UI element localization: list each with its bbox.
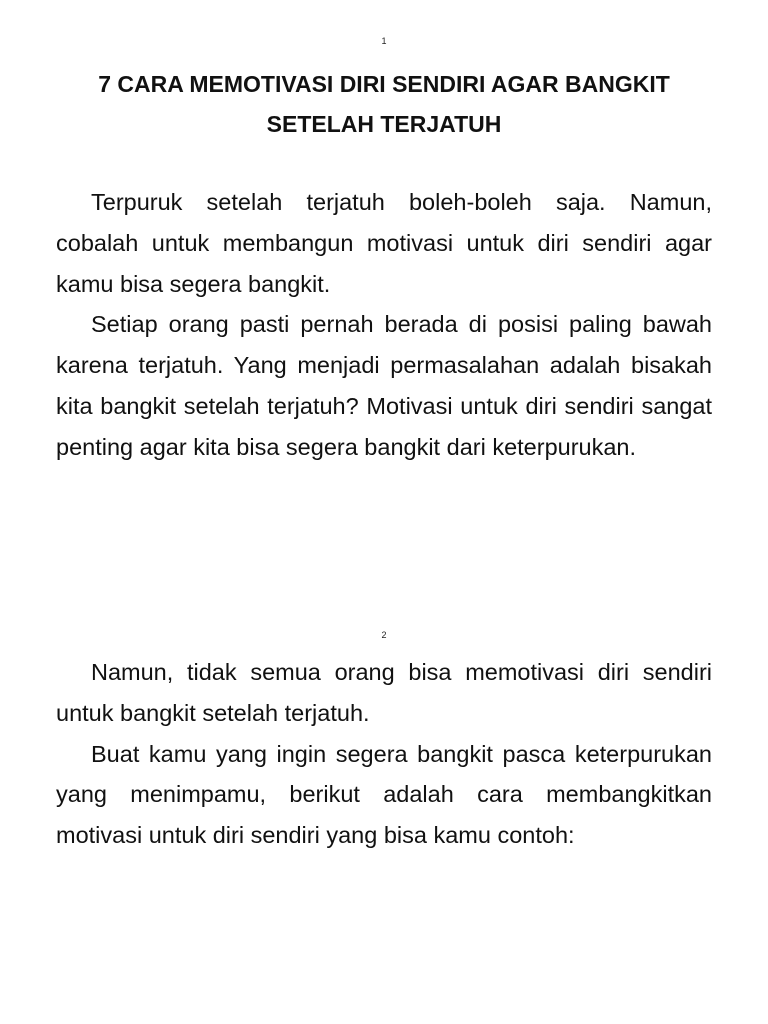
- paragraph: Setiap orang pasti pernah berada di posisi paling bawah karena terjatuh. Yang menjadi permasalahan adalah bisakah kita bangkit setelah terjatuh? Motivasi untuk diri sendiri sangat penting agar kita bisa segera bangkit dari keterpurukan.: [56, 311, 712, 460]
- paragraph: Buat kamu yang ingin segera bangkit pasca keterpurukan yang menimpamu, berikut adalah cara membangkitkan motivasi untuk diri sendiri yang bisa kamu contoh:: [56, 740, 712, 849]
- title-line-2: SETELAH TERJATUH: [266, 111, 502, 137]
- page-number: 1: [381, 36, 387, 46]
- document-page-2: [0, 600, 768, 1024]
- page-number: 2: [381, 630, 387, 640]
- document-title: [56, 64, 712, 144]
- body-text: [56, 182, 712, 468]
- body-text: [56, 652, 712, 856]
- paragraph: Terpuruk setelah terjatuh boleh-boleh saja. Namun, cobalah untuk membangun motivasi untuk diri sendiri agar kamu bisa segera bangkit.: [56, 189, 712, 297]
- title-line-1: 7 CARA MEMOTIVASI DIRI SENDIRI AGAR BANGKIT: [98, 71, 670, 97]
- paragraph: Namun, tidak semua orang bisa memotivasi diri sendiri untuk bangkit setelah terjatuh.: [56, 659, 712, 726]
